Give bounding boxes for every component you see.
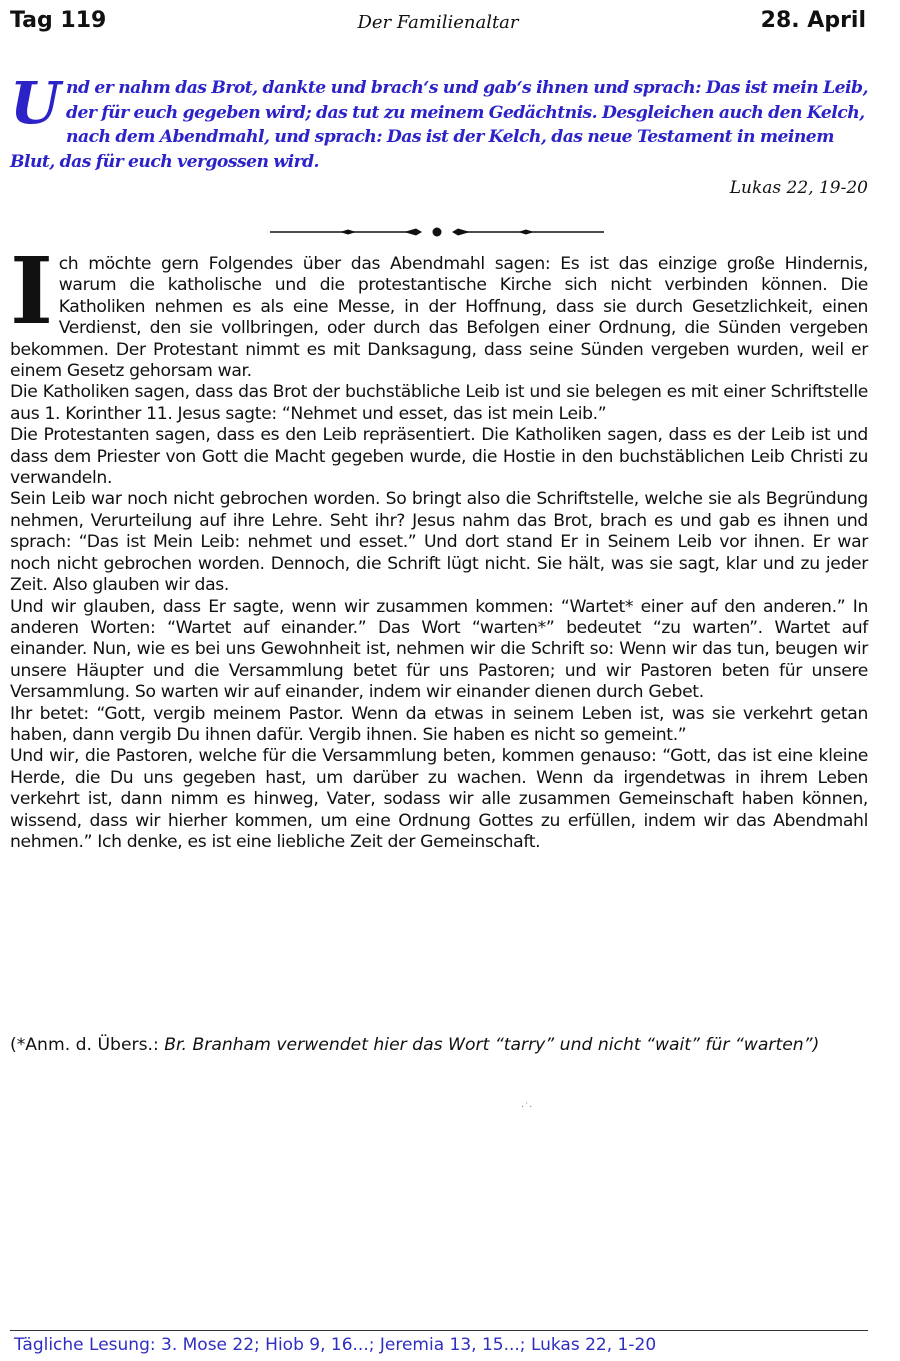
footer-divider [10,1330,868,1331]
paragraph-text: ch möchte gern Folgendes über das Abendmahl sagen: Es ist das einzige große Hindernis, warum die katholische und die protestantische Kirche sich nicht verbinden können. Die Katholiken nehmen es als eine Messe, in der Hoffnung, dass sie durch Gesetzlichkeit, einen Verdienst, den sie vollbringen, oder durch das Befolgen einer Ordnung, die Sünden vergeben bekommen. Der Protestant nimmt es mit Danksagung, dass seine Sünden vergeben wurden, weil er einem Gesetz gehorsam war. [10,254,868,382]
paragraph [10,237,868,382]
paragraph: Die Protestanten sagen, dass es den Leib repräsentiert. Die Katholiken sagen, dass es der Leib ist und dass dem Priester von Gott die Macht gegeben wurde, die Hostie in den buchstäblichen Leib Christi zu verwandeln. [10,425,868,489]
day-number: Tag 119 [10,8,107,33]
paragraph: Sein Leib war noch nicht gebrochen worden. So bringt also die Schriftstelle, welche sie als Begründung nehmen, Verurteilung auf ihre Lehre. Seht ihr? Jesus nahm das Brot, brach es und gab es ihnen und sprach: “Das ist Mein Leib: nehmet und esset.” Und dort stand Er in Seinem Leib vor ihnen. Er war noch nicht gebrochen worden. Dennoch, die Schrift lügt nicht. Sie hält, was sie sagt, klar und zu jeder Zeit. Also glauben wir das. [10,489,868,596]
book-title: Der Familienaltar [357,12,519,33]
daily-reading: Tägliche Lesung: 3. Mose 22; Hiob 9, 16...; Jeremia 13, 15...; Lukas 22, 1-20 [14,1335,657,1355]
paragraph: Ihr betet: “Gott, vergib meinem Pastor. Wenn da etwas in seinem Leben ist, was sie verkehrt getan haben, dann vergib Du ihnen dafür. Vergib ihnen. Sie haben es nicht so gemeint.” [10,703,868,745]
verse-reference: Lukas 22, 19-20 [729,178,868,198]
paragraph: Die Katholiken sagen, dass das Brot der buchstäbliche Leib ist und sie belegen es mit einer Schriftstelle aus 1. Korinther 11. Jesus sagte: “Nehmet und esset, das ist mein Leib.” [10,382,868,424]
scripture-verse [10,69,868,174]
verse-text: nd er nahm das Brot, dankte und brach‘s und gab‘s ihnen und sprach: Das ist mein Leib, der für euch gegeben wird; das tut zu meinem Gedächtnis. Desgleichen auch den Kelch, nach dem Abendmahl, und sprach: Das ist der Kelch, das neue Testament in meinem Blut, das für euch vergossen wird. [10,78,868,172]
note-lead: (*Anm. d. Übers.: [10,1035,159,1055]
paragraph: Und wir, die Pastoren, welche für die Versammlung beten, kommen genauso: “Gott, das ist eine kleine Herde, die Du uns gegeben hast, um darüber zu wachen. Wenn da irgendetwas in ihrem Leben verkehrt ist, dann nimm es hinweg, Vater, sodass wir alle zusammen Gemeinschaft haben können, wissend, dass wir hierher kommen, um eine Ordnung Gottes zu erfüllen, indem wir das Abendmahl nehmen.” Ich denke, es ist eine liebliche Zeit der Gemeinschaft. [10,746,868,852]
note-text: Br. Branham verwendet hier das Wort “tarry” und nicht “wait” für “warten”) [164,1035,820,1055]
verse-initial: U [10,69,61,137]
paragraph: Und wir glauben, dass Er sagte, wenn wir zusammen kommen: “Wartet* einer auf den anderen.” In anderen Worten: “Wartet auf einander.” Das Wort “warten*” bedeutet “zu warten”. Wartet auf einander. Nun, wie es bei uns Gewohnheit ist, nehmen wir die Schrift so: Wenn wir das tun, beugen wir unsere Häupter und die Versammlung betet für uns Pastoren; und wir Pastoren beten für unsere Versammlung. So warten wir auf einander, indem wir einander dienen durch Gebet. [10,596,868,703]
page-date: 28. April [760,8,866,33]
scan-speck: ·˙· [521,1102,533,1113]
translator-note [10,1034,868,1056]
devotional-text [10,237,868,853]
page-header [10,8,866,40]
drop-cap: I [10,237,53,345]
ornament-divider [270,222,604,242]
